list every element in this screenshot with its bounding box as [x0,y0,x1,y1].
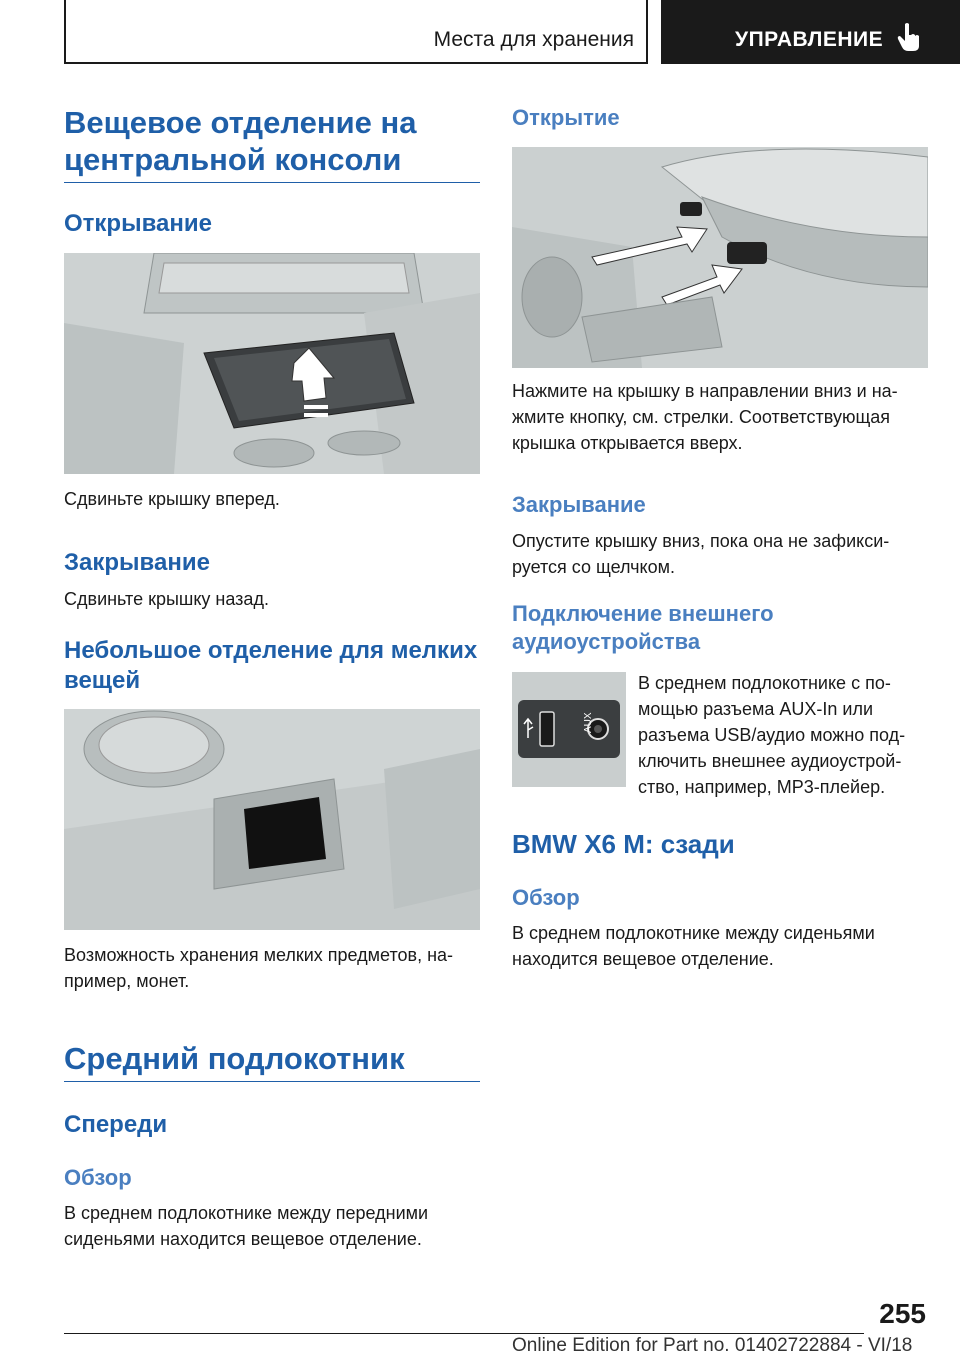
heading-armrest: Средний подлокотник [64,1040,480,1082]
text-overview-rear: В среднем подлокотнике между сиденьями находится вещевое отделение. [512,923,875,969]
header-chapter-box [661,0,960,64]
header-section-title: Места для хранения [433,28,634,51]
heading-closing-armrest: Закрывание [512,492,646,517]
heading-opening-armrest: Открытие [512,105,620,130]
text-small-compartment: Возможность хранения мелких предметов, на-пример, монет. [64,945,454,991]
text-opening-armrest: Нажмите на крышку в направлении вниз и на-жмите кнопку, см. стрелки. Соответствующая крышка открывается вверх. [512,381,898,453]
heading-opening: Открывание [64,210,212,237]
footer-divider [64,1333,864,1334]
footer-edition: Online Edition for Part no. 01402722884 - VI/18 [512,1335,913,1356]
hand-pointer-icon [897,22,923,52]
heading-closing: Закрывание [64,549,210,576]
header-section-box [64,0,648,64]
heading-front: Спереди [64,1111,168,1138]
illustration-aux-usb-ports [512,672,626,787]
text-closing: Сдвиньте крышку назад. [64,589,269,609]
text-closing-armrest: Опустите крышку вниз, пока она не зафикси-руется со щелчком. [512,531,890,577]
heading-rear: BMW X6 M: сзади [512,829,735,859]
heading-overview-front: Обзор [64,1165,132,1190]
text-opening: Сдвиньте крышку вперед. [64,489,280,509]
heading-console-compartment: Вещевое отделение на центральной консоли [64,104,480,183]
illustration-console-lid [64,253,480,474]
text-overview-front: В среднем подлокотнике между передними сиденьями находится вещевое отделение. [64,1203,429,1249]
illustration-small-compartment [64,709,480,930]
heading-overview-rear: Обзор [512,885,580,910]
heading-connect-audio: Подключение внешнего аудиоустройства [512,601,774,654]
page-number: 255 [879,1298,926,1329]
illustration-armrest-lid [512,147,928,368]
svg-text:AUX: AUX [583,712,594,733]
text-connect-audio: В среднем подлокотнике с по-мощью разъема AUX-In или разъема USB/аудио можно под-ключить внешнее аудиоустрой-ство, например, MP3-плейер. [638,673,906,797]
header-chapter-title: УПРАВЛЕНИЕ [735,28,884,51]
heading-small-compartment: Небольшое отделение для мелких вещей [64,637,478,694]
